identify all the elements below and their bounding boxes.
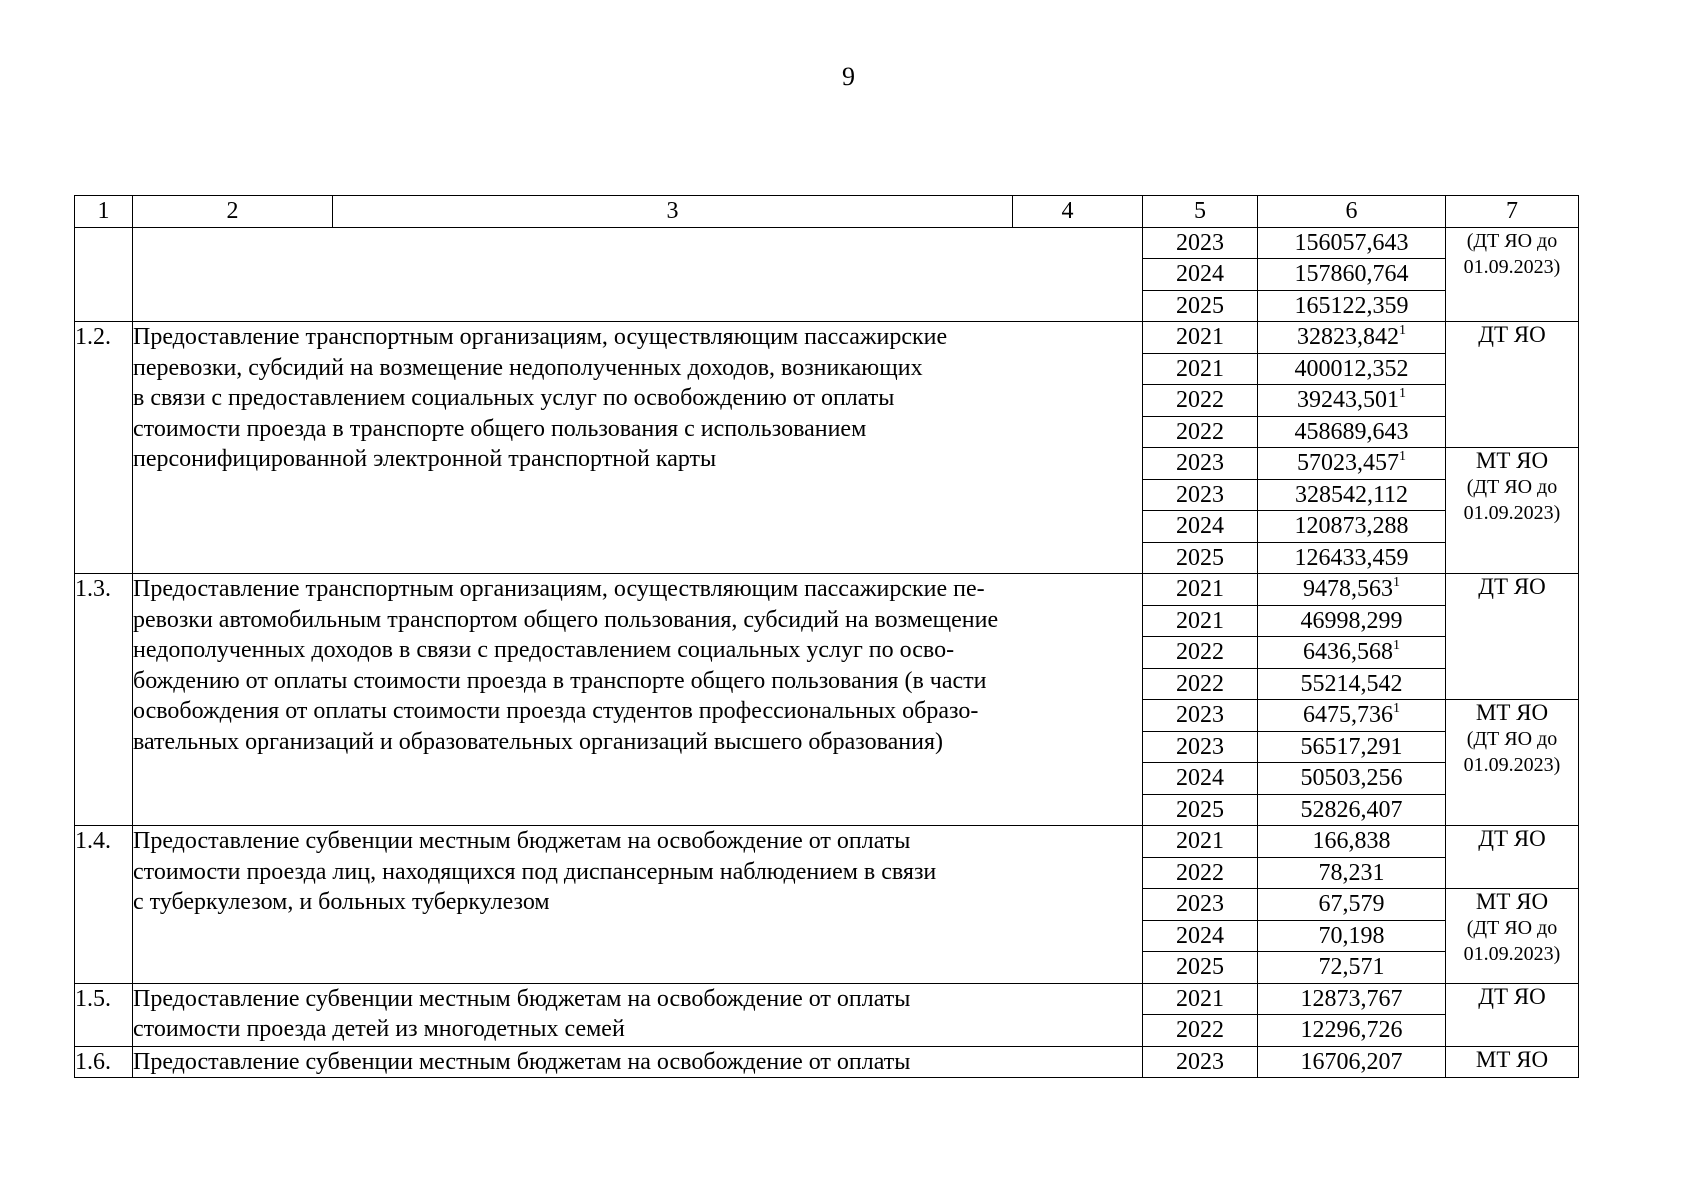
amount-value: 78,231 bbox=[1318, 859, 1385, 886]
table-row bbox=[75, 826, 1579, 858]
description-line: освобождения от оплаты стоимости проезда студентов профессиональных образо- bbox=[133, 698, 979, 724]
responsible-executor: ДТ ЯО bbox=[1478, 574, 1546, 599]
amount-value: 165122,359 bbox=[1294, 292, 1409, 319]
amount-cell bbox=[1258, 511, 1446, 543]
year-cell: 2021 bbox=[1143, 983, 1258, 1015]
year-cell: 2024 bbox=[1143, 920, 1258, 952]
amount-value: 32823,842 bbox=[1297, 324, 1399, 350]
amount-cell bbox=[1258, 290, 1446, 322]
column-header-row bbox=[75, 196, 1579, 228]
description-line: персонифицированной электронной транспортной карты bbox=[133, 446, 717, 472]
amount-cell bbox=[1258, 385, 1446, 417]
amount-cell bbox=[1258, 1015, 1446, 1047]
amount-value: 6436,568 bbox=[1303, 639, 1393, 665]
year-cell: 2023 bbox=[1143, 227, 1258, 259]
table-row bbox=[75, 322, 1579, 354]
responsible-note: 01.09.2023) bbox=[1463, 502, 1561, 524]
amount-cell bbox=[1258, 605, 1446, 637]
amount-value: 57023,457 bbox=[1297, 450, 1399, 476]
description-line: с туберкулезом, и больных туберкулезом bbox=[133, 889, 550, 915]
responsible-executor: МТ ЯО bbox=[1475, 700, 1549, 725]
year-cell: 2024 bbox=[1143, 511, 1258, 543]
amount-cell bbox=[1258, 259, 1446, 291]
responsible-executor: МТ ЯО bbox=[1475, 889, 1549, 914]
description-line: Предоставление субвенции местным бюджетам на освобождение от оплаты bbox=[133, 1048, 911, 1075]
year-cell: 2023 bbox=[1143, 1046, 1258, 1078]
year-cell: 2025 bbox=[1143, 952, 1258, 984]
description-line: Предоставление транспортным организациям, осуществляющим пассажирские bbox=[133, 324, 948, 350]
description-line: Предоставление транспортным организациям, осуществляющим пассажирские пе- bbox=[133, 576, 985, 602]
footnote-marker: 1 bbox=[1399, 449, 1406, 464]
table-row bbox=[75, 574, 1579, 606]
amount-cell bbox=[1258, 794, 1446, 826]
amount-cell bbox=[1258, 826, 1446, 858]
description-line: стоимости проезда детей из многодетных семей bbox=[133, 1016, 625, 1042]
amount-cell bbox=[1258, 952, 1446, 984]
responsible-executor: МТ ЯО bbox=[1475, 1046, 1549, 1072]
description-line: Предоставление субвенции местным бюджетам на освобождение от оплаты bbox=[133, 828, 911, 854]
amount-cell bbox=[1258, 920, 1446, 952]
footnote-marker: 1 bbox=[1393, 575, 1400, 590]
responsible-executor: ДТ ЯО bbox=[1478, 983, 1546, 1009]
column-header: 5 bbox=[1143, 196, 1258, 228]
amount-value: 328542,112 bbox=[1294, 481, 1409, 508]
year-cell: 2022 bbox=[1143, 416, 1258, 448]
item-number: 1.5. bbox=[75, 983, 133, 1046]
amount-cell bbox=[1258, 353, 1446, 385]
year-cell: 2023 bbox=[1143, 700, 1258, 732]
item-description bbox=[133, 574, 1143, 826]
amount-value: 16706,207 bbox=[1300, 1048, 1403, 1075]
amount-value: 6475,736 bbox=[1303, 702, 1393, 728]
amount-cell bbox=[1258, 668, 1446, 700]
amount-cell bbox=[1258, 574, 1446, 606]
description-line: Предоставление субвенции местным бюджетам на освобождение от оплаты bbox=[133, 985, 911, 1012]
year-cell: 2022 bbox=[1143, 857, 1258, 889]
column-header: 6 bbox=[1258, 196, 1446, 228]
year-cell: 2023 bbox=[1143, 479, 1258, 511]
responsible-note: 01.09.2023) bbox=[1463, 754, 1561, 776]
amount-cell bbox=[1258, 416, 1446, 448]
amount-cell bbox=[1258, 479, 1446, 511]
page-number: 9 bbox=[842, 62, 855, 91]
year-cell: 2024 bbox=[1143, 763, 1258, 795]
amount-cell bbox=[1258, 637, 1446, 669]
responsible-note: (ДТ ЯО до bbox=[1466, 728, 1558, 750]
responsible-note: (ДТ ЯО до bbox=[1466, 476, 1558, 498]
responsible-executor: ДТ ЯО bbox=[1478, 826, 1546, 851]
column-header: 4 bbox=[1013, 196, 1143, 228]
item-number: 1.4. bbox=[75, 826, 133, 984]
year-cell: 2022 bbox=[1143, 668, 1258, 700]
table-row bbox=[75, 983, 1579, 1015]
footnote-marker: 1 bbox=[1393, 701, 1400, 716]
item-description bbox=[133, 227, 1143, 322]
year-cell: 2023 bbox=[1143, 448, 1258, 480]
year-cell: 2021 bbox=[1143, 353, 1258, 385]
column-header: 7 bbox=[1446, 196, 1579, 228]
column-header: 1 bbox=[75, 196, 133, 228]
footnote-marker: 1 bbox=[1399, 323, 1406, 338]
amount-value: 39243,501 bbox=[1297, 387, 1399, 413]
year-cell: 2025 bbox=[1143, 542, 1258, 574]
amount-cell bbox=[1258, 731, 1446, 763]
item-number: 1.3. bbox=[75, 574, 133, 826]
table-row bbox=[75, 227, 1579, 259]
responsible-note: 01.09.2023) bbox=[1463, 943, 1561, 965]
responsible-cell bbox=[1446, 983, 1579, 1046]
description-line: ревозки автомобильным транспортом общего пользования, субсидий на возмещение bbox=[133, 606, 999, 633]
amount-cell bbox=[1258, 1046, 1446, 1078]
year-cell: 2022 bbox=[1143, 385, 1258, 417]
responsible-note: (ДТ ЯО до bbox=[1466, 229, 1558, 252]
amount-cell bbox=[1258, 889, 1446, 921]
item-description bbox=[133, 983, 1143, 1046]
item-description bbox=[133, 826, 1143, 984]
amount-value: 12296,726 bbox=[1300, 1017, 1403, 1043]
amount-cell bbox=[1258, 983, 1446, 1015]
responsible-cell bbox=[1446, 227, 1579, 322]
responsible-executor: МТ ЯО bbox=[1475, 448, 1549, 473]
responsible-cell bbox=[1446, 700, 1579, 826]
description-line: недополученных доходов в связи с предоставлением социальных услуг по осво- bbox=[133, 637, 955, 663]
item-number: 1.6. bbox=[75, 1046, 133, 1078]
amount-cell bbox=[1258, 448, 1446, 480]
year-cell: 2023 bbox=[1143, 731, 1258, 763]
year-cell: 2021 bbox=[1143, 826, 1258, 858]
amount-cell bbox=[1258, 763, 1446, 795]
responsible-executor: ДТ ЯО bbox=[1478, 322, 1546, 347]
amount-value: 55214,542 bbox=[1300, 670, 1403, 697]
amount-value: 156057,643 bbox=[1294, 229, 1409, 256]
responsible-cell bbox=[1446, 889, 1579, 984]
item-number bbox=[75, 227, 133, 322]
year-cell: 2025 bbox=[1143, 794, 1258, 826]
amount-value: 126433,459 bbox=[1294, 544, 1409, 571]
year-cell: 2021 bbox=[1143, 574, 1258, 606]
responsible-cell bbox=[1446, 448, 1579, 574]
amount-value: 50503,256 bbox=[1300, 765, 1403, 791]
responsible-note: 01.09.2023) bbox=[1463, 255, 1561, 278]
item-number: 1.2. bbox=[75, 322, 133, 574]
footnote-marker: 1 bbox=[1393, 638, 1400, 653]
year-cell: 2022 bbox=[1143, 1015, 1258, 1047]
responsible-cell bbox=[1446, 322, 1579, 448]
amount-value: 46998,299 bbox=[1300, 607, 1403, 634]
amount-cell bbox=[1258, 700, 1446, 732]
description-line: стоимости проезда в транспорте общего пользования с использованием bbox=[133, 415, 867, 442]
amount-value: 157860,764 bbox=[1294, 261, 1409, 287]
description-line: стоимости проезда лиц, находящихся под диспансерным наблюдением в связи bbox=[133, 858, 937, 885]
description-line: бождению от оплаты стоимости проезда в транспорте общего пользования (в части bbox=[133, 667, 987, 694]
footnote-marker: 1 bbox=[1399, 386, 1406, 401]
year-cell: 2021 bbox=[1143, 322, 1258, 354]
amount-value: 400012,352 bbox=[1294, 355, 1409, 382]
item-description bbox=[133, 322, 1143, 574]
amount-value: 120873,288 bbox=[1294, 513, 1409, 539]
item-description bbox=[133, 1046, 1143, 1078]
year-cell: 2024 bbox=[1143, 259, 1258, 291]
amount-value: 72,571 bbox=[1318, 954, 1385, 980]
responsible-cell bbox=[1446, 574, 1579, 700]
amount-cell bbox=[1258, 542, 1446, 574]
year-cell: 2025 bbox=[1143, 290, 1258, 322]
amount-value: 56517,291 bbox=[1300, 733, 1403, 760]
amount-value: 52826,407 bbox=[1300, 796, 1403, 823]
amount-value: 70,198 bbox=[1318, 922, 1385, 949]
year-cell: 2023 bbox=[1143, 889, 1258, 921]
amount-value: 458689,643 bbox=[1294, 418, 1409, 445]
description-line: перевозки, субсидий на возмещение недополученных доходов, возникающих bbox=[133, 354, 923, 381]
amount-value: 67,579 bbox=[1318, 891, 1385, 917]
description-line: в связи с предоставлением социальных услуг по освобождению от оплаты bbox=[133, 385, 895, 411]
amount-value: 12873,767 bbox=[1300, 985, 1403, 1012]
responsible-cell bbox=[1446, 1046, 1579, 1078]
year-cell: 2021 bbox=[1143, 605, 1258, 637]
column-header: 2 bbox=[133, 196, 333, 228]
programme-table bbox=[74, 195, 1579, 1078]
amount-value: 166,838 bbox=[1312, 828, 1391, 854]
responsible-cell bbox=[1446, 826, 1579, 889]
responsible-note: (ДТ ЯО до bbox=[1466, 917, 1558, 939]
amount-cell bbox=[1258, 857, 1446, 889]
column-header: 3 bbox=[333, 196, 1013, 228]
amount-cell bbox=[1258, 227, 1446, 259]
description-line: вательных организаций и образовательных организаций высшего образования) bbox=[133, 728, 943, 755]
amount-value: 9478,563 bbox=[1303, 576, 1393, 602]
amount-cell bbox=[1258, 322, 1446, 354]
table-row bbox=[75, 1046, 1579, 1078]
year-cell: 2022 bbox=[1143, 637, 1258, 669]
